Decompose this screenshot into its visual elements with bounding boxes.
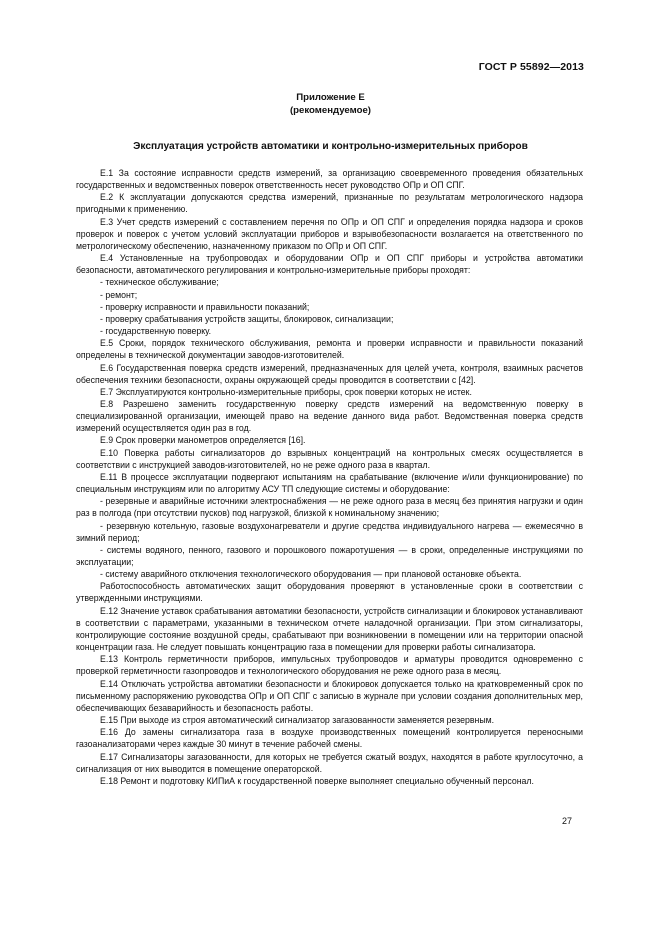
- paragraph: Е.12 Значение уставок срабатывания автоматики безопасности, устройств сигнализации и блокировок устанавливают в соответствии с параметрами, указанными в техническом отчете наладочной организации. При этом сигнализаторы, контролирующие состояние воздушной среды, срабатывают при возникновении в помещении или на территории опасной концентрации газа. Не следует повышать концентрацию газа в помещении для проверки работы сигнализатора.: [76, 605, 583, 653]
- paragraph: Е.13 Контроль герметичности приборов, импульсных трубопроводов и арматуры проводится одновременно с проверкой герметичности газопроводов и технологического оборудования не реже одного раза в месяц.: [76, 654, 583, 677]
- paragraph: Е.2 К эксплуатации допускаются средства измерений, признанные по результатам метрологического надзора пригодными к применению.: [76, 192, 583, 215]
- paragraph: Е.5 Сроки, порядок технического обслуживания, ремонта и проверки исправности и правильности показаний определены в технической документации заводов-изготовителей.: [76, 338, 583, 361]
- paragraph: - систему аварийного отключения технологического оборудования — при плановой остановке объекта.: [100, 569, 522, 580]
- paragraph: - государственную поверку.: [100, 326, 212, 337]
- paragraph: - системы водяного, пенного, газового и порошкового пожаротушения — в сроки, определенные инструкциями по эксплуатации;: [76, 544, 583, 567]
- paragraph: - проверку исправности и правильности показаний;: [100, 301, 310, 312]
- appendix-title: Приложение Е: [296, 92, 365, 103]
- paragraph: Е.1 За состояние исправности средств измерений, за организацию своевременного проведения обязательных государственных и ведомственных поверок ответственность несет руководство ОПр и ОП СПГ.: [76, 168, 583, 191]
- paragraph: Е.11 В процессе эксплуатации подвергают испытаниям на срабатывание (включение и/или функционирование) по специальным инструкциям или по алгоритму АСУ ТП следующие системы и оборудование:: [76, 471, 583, 495]
- paragraph: Е.10 Поверка работы сигнализаторов до взрывных концентраций на контрольных смесях осуществляется в соответствии с инструкцией заводов-изготовителей, но не реже одного раза в квартал.: [76, 447, 583, 470]
- section-title: Эксплуатация устройств автоматики и контрольно-измерительных приборов: [133, 141, 528, 152]
- paragraph: - резервные и аварийные источники электроснабжения — не реже одного раза в месяц без принятия нагрузки и один раз в полгода (при отсутствии пусков) под нагрузкой, близкой к номинальному значению;: [76, 496, 583, 519]
- appendix-heading: [0, 91, 661, 117]
- paragraph: Е.6 Государственная поверка средств измерений, предназначенных для целей учета, контроля, взаимных расчетов обеспечения техники безопасности, охраны окружающей среды проводится в соответствии с [42].: [76, 362, 583, 385]
- paragraph: Е.17 Сигнализаторы загазованности, для которых не требуется сжатый воздух, находятся в работе круглосуточно, а сигнализация от них выводится в помещение операторской.: [76, 751, 583, 774]
- paragraph: Е.7 Эксплуатируются контрольно-измерительные приборы, срок поверки которых не истек.: [100, 386, 472, 397]
- paragraph: Е.3 Учет средств измерений с составлением перечня по ОПр и ОП СПГ и определения порядка надзора и сроков проверок и поверок с учетом условий эксплуатации приборов и взрывобезопасности возлагается на ответственного по метрологическому обеспечению, назначенному приказом по ОПр и ОП СПГ.: [76, 216, 583, 251]
- paragraph: Е.4 Установленные на трубопроводах и оборудовании ОПр и ОП СПГ приборы и устройства автоматики безопасности, автоматического регулирования и контрольно-измерительные приборы проходят:: [76, 253, 583, 276]
- document-code: ГОСТ Р 55892—2013: [478, 61, 584, 73]
- paragraph: - резервную котельную, газовые воздухонагреватели и другие средства индивидуального нагрева — ежемесячно в зимний период;: [76, 520, 583, 543]
- paragraph: - проверку срабатывания устройств защиты, блокировок, сигнализации;: [100, 313, 394, 324]
- appendix-subtitle: (рекомендуемое): [289, 105, 371, 116]
- paragraph: - ремонт;: [100, 289, 138, 300]
- paragraph: Е.15 При выходе из строя автоматический сигнализатор загазованности заменяется резервным.: [100, 715, 495, 726]
- paragraph: Е.16 До замены сигнализатора газа в воздухе производственных помещений контролируется переносными газоанализаторами через каждые 30 минут в течение рабочей смены.: [76, 727, 583, 750]
- page-number: 27: [561, 816, 572, 826]
- paragraph: - техническое обслуживание;: [100, 277, 219, 288]
- paragraph: Е.14 Отключать устройства автоматики безопасности и блокировок допускается только на кратковременный срок по письменному распоряжению руководства ОПр и ОП СПГ с записью в журнале при условии создания дополнительных мер, обеспечивающих безаварийность и безопасность работы.: [76, 678, 583, 713]
- paragraph: Работоспособность автоматических защит оборудования проверяют в установленные сроки в соответствии с утвержденными инструкциями.: [76, 581, 583, 604]
- paragraph: Е.18 Ремонт и подготовку КИПиА к государственной поверке выполняет специально обученный персонал.: [100, 775, 534, 786]
- paragraph: Е.9 Срок проверки манометров определяется [16].: [100, 435, 306, 446]
- paragraph: Е.8 Разрешено заменить государственную поверку средств измерений на ведомственную поверку в специализированной организации, имеющей право на ведение данного вида работ. Ведомственная поверка средств измерений осуществляется один раз в год.: [76, 398, 583, 434]
- document-body: [76, 167, 583, 787]
